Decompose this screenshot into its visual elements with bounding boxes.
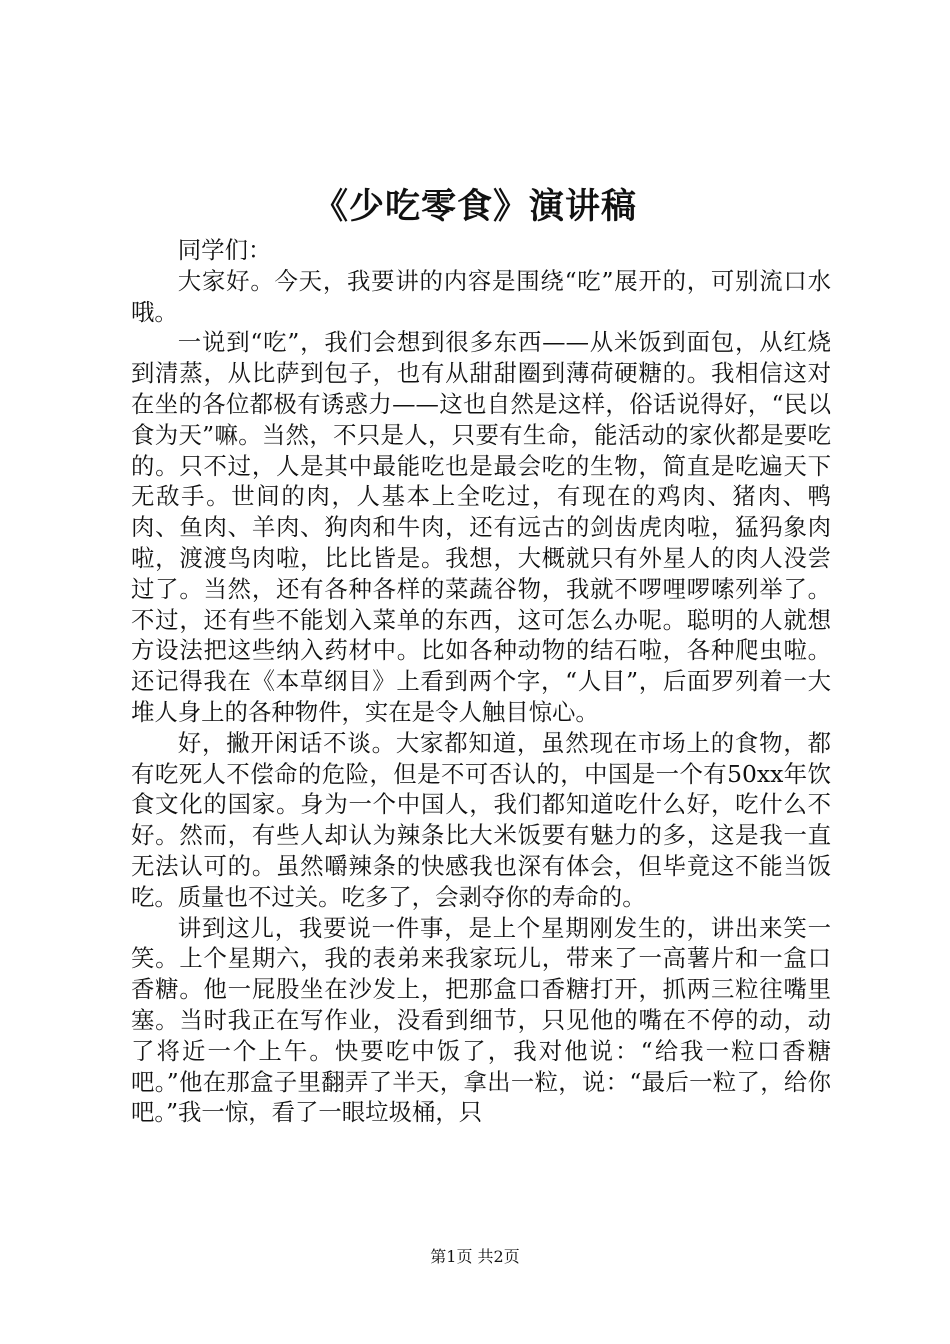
paragraph-greeting: 同学们： bbox=[177, 236, 272, 264]
paragraph: 讲到这儿，我要说一件事，是上个星期刚发生的，讲出来笑一笑。上个星期六，我的表弟来我家玩儿，带来了一高薯片和一盒口香糖。他一屁股坐在沙发上，把那盒口香糖打开，抓两三粒往嘴里塞。当时我正在写作业，没看到细节，只见他的嘴在不停的动，动了将近一个上午。快要吃中饭了，我对他说：“给我一粒口香糖吧。”他在那盒子里翻弄了半天，拿出一粒，说：“最后一粒了，给你吧。”我一惊，看了一眼垃圾桶，只 bbox=[131, 913, 831, 1127]
page-number-footer: 第1页 共2页 bbox=[430, 1247, 520, 1266]
paragraph: 大家好。今天，我要讲的内容是围绕“吃”展开的，可别流口水哦。 bbox=[131, 266, 831, 326]
document-body bbox=[131, 235, 831, 1128]
document-title: 《少吃零食》演讲稿 bbox=[312, 186, 637, 227]
paragraph: 好，撇开闲话不谈。大家都知道，虽然现在市场上的食物，都有吃死人不偿命的危险，但是不可否认的，中国是一个有50xx年饮食文化的国家。身为一个中国人，我们都知道吃什么好，吃什么不好。然而，有些人却认为辣条比大米饭要有魅力的多，这是我一直无法认可的。虽然嚼辣条的快感我也深有体会，但毕竟这不能当饭吃。质量也不过关。吃多了，会剥夺你的寿命的。 bbox=[131, 728, 831, 911]
paragraph: 一说到“吃”，我们会想到很多东西——从米饭到面包，从红烧到清蒸，从比萨到包子，也有从甜甜圈到薄荷硬糖的。我相信这对在坐的各位都极有诱惑力——这也自然是这样，俗话说得好，“民以食为天”嘛。当然，不只是人，只要有生命，能活动的家伙都是要吃的。只不过，人是其中最能吃也是最会吃的生物，简直是吃遍天下无敌手。世间的肉，人基本上全吃过，有现在的鸡肉、猪肉、鸭肉、鱼肉、羊肉、狗肉和牛肉，还有远古的剑齿虎肉啦，猛犸象肉啦，渡渡鸟肉啦，比比皆是。我想，大概就只有外星人的肉人没尝过了。当然，还有各种各样的菜蔬谷物，我就不啰哩啰嗦列举了。不过，还有些不能划入菜单的东西，这可怎么办呢。聪明的人就想方设法把这些纳入药材中。比如各种动物的结石啦，各种爬虫啦。还记得我在《本草纲目》上看到两个字，“人目”，后面罗列着一大堆人身上的各种物件，实在是令人触目惊心。 bbox=[131, 328, 831, 726]
